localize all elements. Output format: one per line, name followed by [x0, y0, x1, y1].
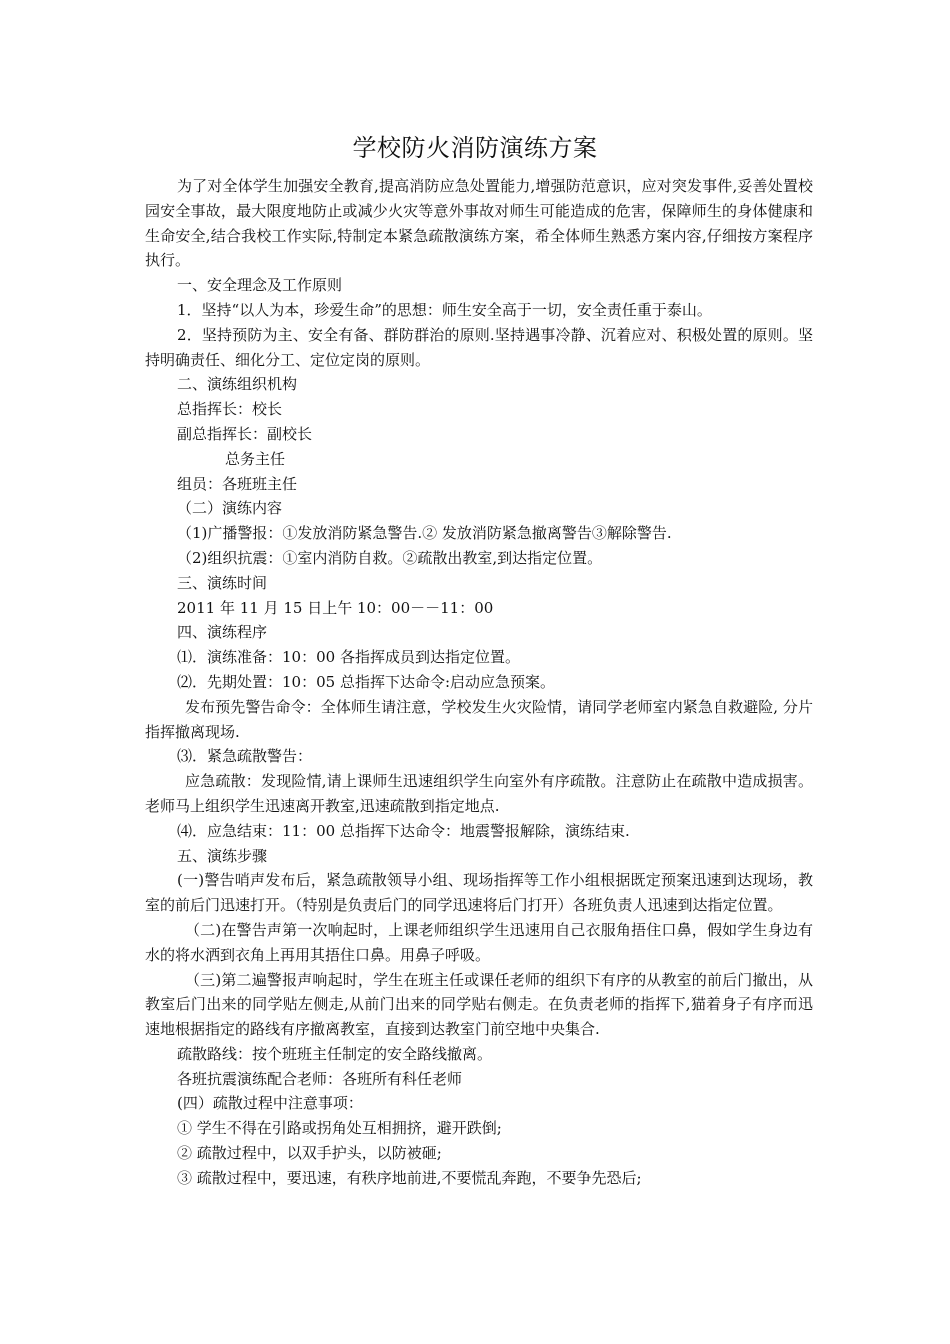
org-deputy-commander: 副总指挥长：副校长 [177, 424, 313, 443]
drill-time: 2011 年 11 月 15 日上午 10：00－－11：00 [177, 598, 494, 617]
emergency-evacuation: 应急疏散：发现险情,请上课师生迅速组织学生向室外有序疏散。注意防止在疏散中造成损害。老师马上组织学生迅速离开教室,迅速疏散到指定地点. [145, 772, 813, 815]
precaution-1: ① 学生不得在引路或拐角处互相拥挤，避开跌倒; [177, 1119, 502, 1138]
step-2: （二)在警告声第一次响起时，上课老师组织学生迅速用自己衣服角捂住口鼻，假如学生身边有水的将水洒到衣角上再用其捂住口鼻。用鼻子呼吸。 [145, 920, 813, 964]
cooperating-teachers: 各班抗震演练配合老师：各班所有科任老师 [177, 1069, 463, 1088]
procedure-4: ⑷．应急结束：11：00 总指挥下达命令：地震警报解除，演练结束. [177, 821, 630, 840]
evacuation-route: 疏散路线：按个班班主任制定的安全路线撤离。 [177, 1044, 493, 1063]
step-1: (一)警告哨声发布后，紧急疏散领导小组、现场指挥等工作小组根据既定预案迅速到达现场，教室的前后门迅速打开。（特别是负责后门的同学迅速将后门打开）各班负责人迅速到达指定位置。 [145, 871, 813, 915]
document-body [145, 174, 813, 1191]
subsection-precautions: (四）疏散过程中注意事项： [177, 1094, 363, 1113]
org-general-affairs: 总务主任 [225, 449, 286, 468]
principle-1: 1．坚持“以人为本，珍爱生命”的思想：师生安全高于一切，安全责任重于泰山。 [177, 300, 712, 319]
org-commander: 总指挥长：校长 [177, 400, 283, 419]
drill-content-1: （1)广播警报：①发放消防紧急警告.② 发放消防紧急撤离警告③解除警告. [177, 524, 672, 543]
principle-2: 2．坚持预防为主、安全有备、群防群治的原则.坚持遇事冷静、沉着应对、积极处置的原则。坚持明确责任、细化分工、定位定岗的原则。 [145, 325, 813, 369]
intro-paragraph: 为了对全体学生加强安全教育,提高消防应急处置能力,增强防范意识，应对突发事件,妥善处置校园安全事故，最大限度地防止或减少火灾等意外事故对师生可能造成的危害，保障师生的身体健康和生命安全,结合我校工作实际,特制定本紧急疏散演练方案，希全体师生熟悉方案内容,仔细按方案程序执行。 [145, 177, 813, 270]
procedure-1: ⑴．演练准备：10：00 各指挥成员到达指定位置。 [177, 648, 520, 667]
drill-content-2: （2)组织抗震：①室内消防自救。②疏散出教室,到达指定位置。 [177, 548, 603, 567]
section-heading-1: 一、安全理念及工作原则 [177, 276, 343, 295]
procedure-2: ⑵．先期处置：10：05 总指挥下达命令:启动应急预案。 [177, 672, 555, 691]
step-3: （三)第二遍警报声响起时，学生在班主任或课任老师的组织下有序的从教室的前后门撤出，从教室后门出来的同学贴左侧走,从前门出来的同学贴右侧走。在负责老师的指挥下,猫着身子有序而迅速地根据指定的路线有序撤离教室，直接到达教室门前空地中央集合. [145, 970, 813, 1039]
procedure-3: ⑶．紧急疏散警告： [177, 747, 313, 766]
org-members: 组员：各班班主任 [177, 474, 298, 493]
section-heading-3: 三、演练时间 [177, 573, 268, 592]
warning-command: 发布预先警告命令：全体师生请注意，学校发生火灾险情，请同学老师室内紧急自救避险, 分片指挥撤离现场. [145, 697, 813, 741]
section-heading-4: 四、演练程序 [177, 623, 268, 642]
precaution-3: ③ 疏散过程中，要迅速，有秩序地前进,不要慌乱奔跑，不要争先恐后; [177, 1168, 642, 1187]
precaution-2: ② 疏散过程中，以双手护头，以防被砸; [177, 1144, 442, 1163]
section-heading-2: 二、演练组织机构 [177, 375, 298, 394]
document-title: 学校防火消防演练方案 [352, 134, 598, 162]
section-heading-5: 五、演练步骤 [177, 846, 268, 865]
subsection-drill-content: （二）演练内容 [177, 499, 283, 518]
